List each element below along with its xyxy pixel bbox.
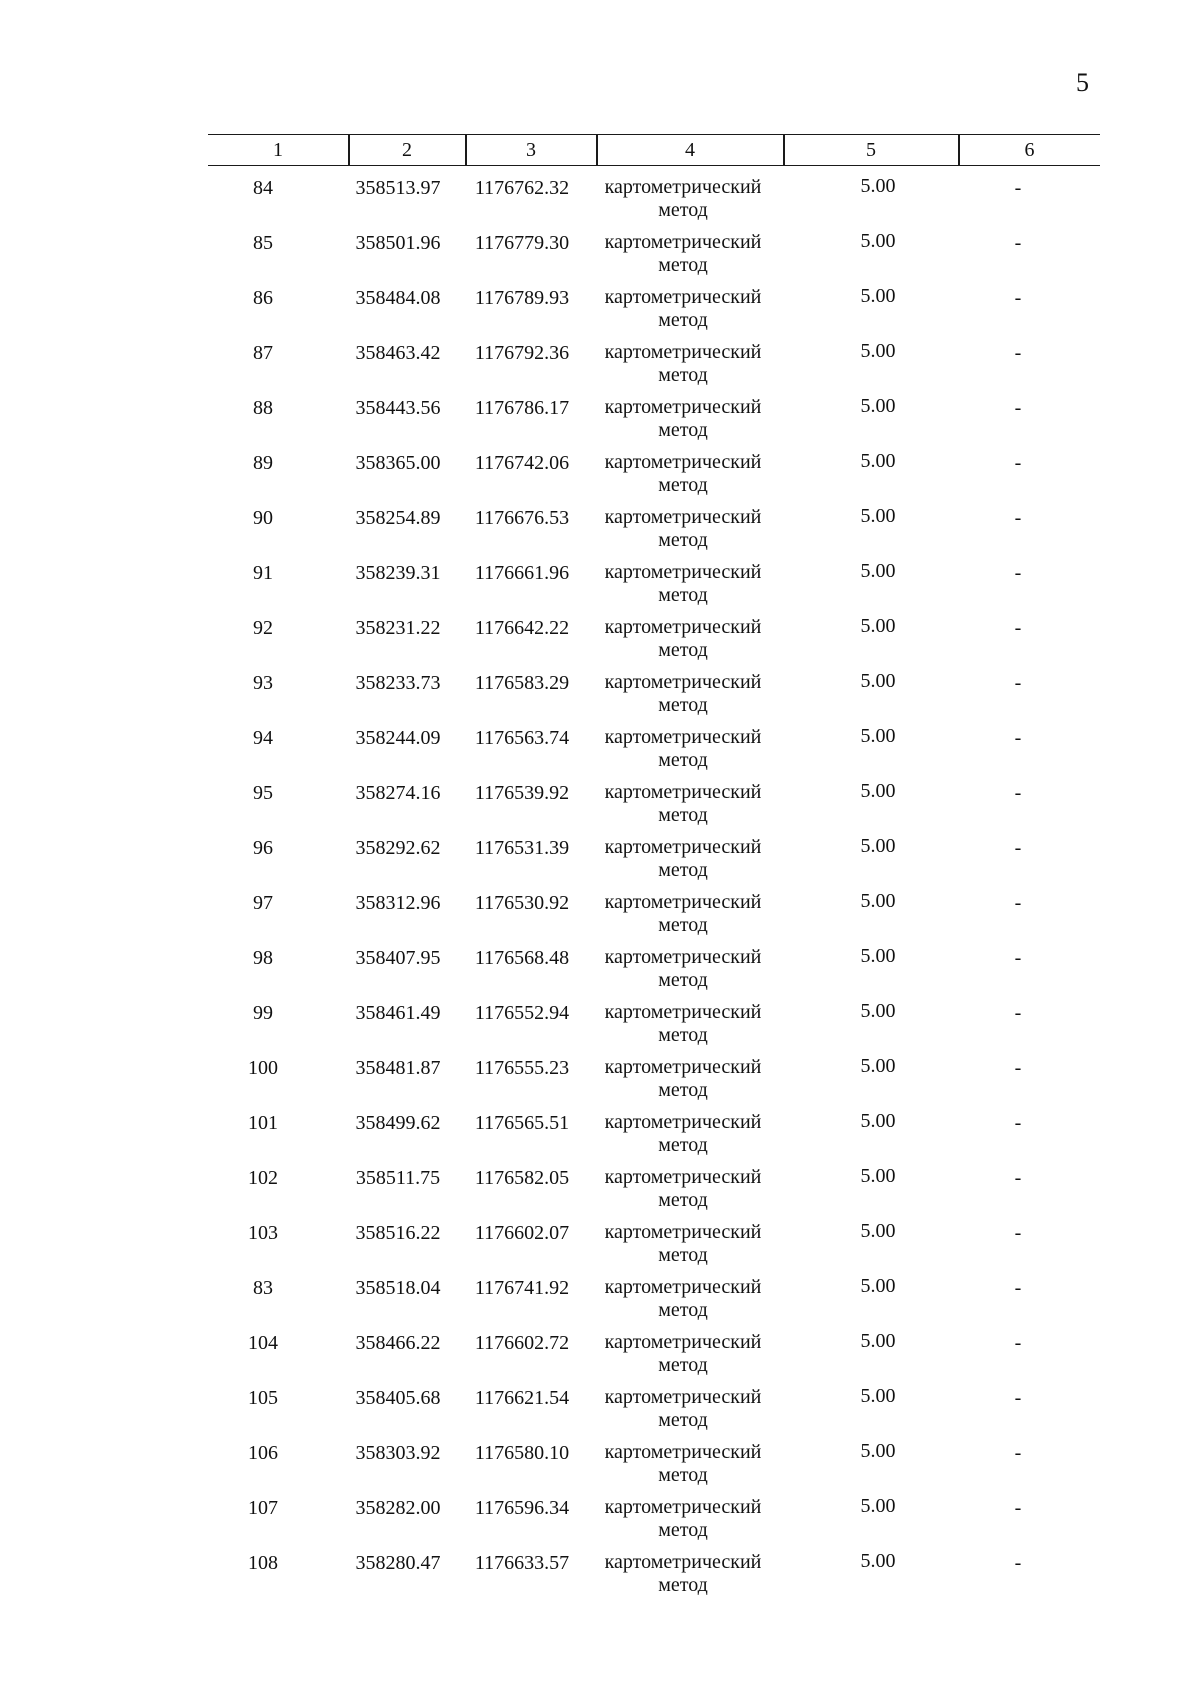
method-text: картометрический метод <box>604 286 762 331</box>
y-coordinate: 1176786.17 <box>474 397 570 419</box>
y-coordinate: 1176741.92 <box>474 1277 570 1299</box>
point-number: 87 <box>253 342 273 364</box>
note-dash: - <box>1014 617 1022 639</box>
accuracy-value: 5.00 <box>860 1165 896 1187</box>
header-cell-5: 5 <box>866 139 876 161</box>
y-coordinate: 1176582.05 <box>474 1167 570 1189</box>
point-number: 94 <box>253 727 273 749</box>
accuracy-value: 5.00 <box>860 395 896 417</box>
table-row <box>208 881 1100 936</box>
x-coordinate: 358443.56 <box>355 397 441 419</box>
accuracy-value: 5.00 <box>860 1000 896 1022</box>
accuracy-value: 5.00 <box>860 340 896 362</box>
method-text: картометрический метод <box>604 451 762 496</box>
note-dash: - <box>1014 507 1022 529</box>
accuracy-value: 5.00 <box>860 615 896 637</box>
table-row <box>208 1431 1100 1486</box>
x-coordinate: 358254.89 <box>355 507 441 529</box>
method-text: картометрический метод <box>604 1496 762 1541</box>
method-text: картометрический метод <box>604 231 762 276</box>
method-text: картометрический метод <box>604 1551 762 1596</box>
note-dash: - <box>1014 1387 1022 1409</box>
note-dash: - <box>1014 177 1022 199</box>
method-text: картометрический метод <box>604 1056 762 1101</box>
x-coordinate: 358499.62 <box>355 1112 441 1134</box>
table-row <box>208 166 1100 221</box>
note-dash: - <box>1014 1002 1022 1024</box>
table-body <box>208 166 1100 1596</box>
page-number: 5 <box>1076 68 1089 97</box>
point-number: 85 <box>253 232 273 254</box>
x-coordinate: 358274.16 <box>355 782 441 804</box>
accuracy-value: 5.00 <box>860 230 896 252</box>
note-dash: - <box>1014 672 1022 694</box>
x-coordinate: 358463.42 <box>355 342 441 364</box>
y-coordinate: 1176563.74 <box>474 727 570 749</box>
point-number: 96 <box>253 837 273 859</box>
point-number: 105 <box>248 1387 278 1409</box>
point-number: 102 <box>248 1167 278 1189</box>
x-coordinate: 358303.92 <box>355 1442 441 1464</box>
point-number: 101 <box>248 1112 278 1134</box>
y-coordinate: 1176531.39 <box>474 837 570 859</box>
accuracy-value: 5.00 <box>860 285 896 307</box>
note-dash: - <box>1014 452 1022 474</box>
x-coordinate: 358518.04 <box>355 1277 441 1299</box>
accuracy-value: 5.00 <box>860 890 896 912</box>
note-dash: - <box>1014 232 1022 254</box>
table-row <box>208 1156 1100 1211</box>
table-row <box>208 1541 1100 1596</box>
point-number: 97 <box>253 892 273 914</box>
point-number: 98 <box>253 947 273 969</box>
note-dash: - <box>1014 1552 1022 1574</box>
note-dash: - <box>1014 892 1022 914</box>
method-text: картометрический метод <box>604 396 762 441</box>
point-number: 92 <box>253 617 273 639</box>
point-number: 106 <box>248 1442 278 1464</box>
x-coordinate: 358292.62 <box>355 837 441 859</box>
accuracy-value: 5.00 <box>860 1110 896 1132</box>
y-coordinate: 1176555.23 <box>474 1057 570 1079</box>
method-text: картометрический метод <box>604 1441 762 1486</box>
y-coordinate: 1176792.36 <box>474 342 570 364</box>
accuracy-value: 5.00 <box>860 945 896 967</box>
table-row <box>208 496 1100 551</box>
header-cell-2: 2 <box>402 139 412 161</box>
table-row <box>208 826 1100 881</box>
table-row <box>208 1486 1100 1541</box>
accuracy-value: 5.00 <box>860 1220 896 1242</box>
table-row <box>208 661 1100 716</box>
table-row <box>208 991 1100 1046</box>
x-coordinate: 358282.00 <box>355 1497 441 1519</box>
y-coordinate: 1176633.57 <box>474 1552 570 1574</box>
x-coordinate: 358461.49 <box>355 1002 441 1024</box>
table-row <box>208 1321 1100 1376</box>
table-row <box>208 386 1100 441</box>
header-cell-1: 1 <box>273 139 283 161</box>
x-coordinate: 358516.22 <box>355 1222 441 1244</box>
table-row <box>208 1211 1100 1266</box>
method-text: картометрический метод <box>604 891 762 936</box>
method-text: картометрический метод <box>604 946 762 991</box>
note-dash: - <box>1014 1277 1022 1299</box>
note-dash: - <box>1014 782 1022 804</box>
accuracy-value: 5.00 <box>860 1495 896 1517</box>
y-coordinate: 1176779.30 <box>474 232 570 254</box>
y-coordinate: 1176602.07 <box>474 1222 570 1244</box>
table-row <box>208 331 1100 386</box>
table-row <box>208 1266 1100 1321</box>
point-number: 83 <box>253 1277 273 1299</box>
accuracy-value: 5.00 <box>860 450 896 472</box>
point-number: 89 <box>253 452 273 474</box>
x-coordinate: 358365.00 <box>355 452 441 474</box>
note-dash: - <box>1014 1332 1022 1354</box>
y-coordinate: 1176789.93 <box>474 287 570 309</box>
method-text: картометрический метод <box>604 726 762 771</box>
method-text: картометрический метод <box>604 176 762 221</box>
point-number: 84 <box>253 177 273 199</box>
note-dash: - <box>1014 837 1022 859</box>
y-coordinate: 1176661.96 <box>474 562 570 584</box>
x-coordinate: 358407.95 <box>355 947 441 969</box>
method-text: картометрический метод <box>604 1331 762 1376</box>
table-row <box>208 771 1100 826</box>
note-dash: - <box>1014 1167 1022 1189</box>
y-coordinate: 1176596.34 <box>474 1497 570 1519</box>
note-dash: - <box>1014 1112 1022 1134</box>
x-coordinate: 358244.09 <box>355 727 441 749</box>
table-row <box>208 716 1100 771</box>
accuracy-value: 5.00 <box>860 835 896 857</box>
table-row <box>208 936 1100 991</box>
method-text: картометрический метод <box>604 1166 762 1211</box>
y-coordinate: 1176539.92 <box>474 782 570 804</box>
x-coordinate: 358484.08 <box>355 287 441 309</box>
accuracy-value: 5.00 <box>860 780 896 802</box>
y-coordinate: 1176565.51 <box>474 1112 570 1134</box>
point-number: 100 <box>248 1057 278 1079</box>
accuracy-value: 5.00 <box>860 1550 896 1572</box>
method-text: картометрический метод <box>604 506 762 551</box>
accuracy-value: 5.00 <box>860 1275 896 1297</box>
point-number: 88 <box>253 397 273 419</box>
method-text: картометрический метод <box>604 561 762 606</box>
note-dash: - <box>1014 727 1022 749</box>
note-dash: - <box>1014 1057 1022 1079</box>
point-number: 91 <box>253 562 273 584</box>
x-coordinate: 358513.97 <box>355 177 441 199</box>
x-coordinate: 358239.31 <box>355 562 441 584</box>
point-number: 99 <box>253 1002 273 1024</box>
y-coordinate: 1176762.32 <box>474 177 570 199</box>
note-dash: - <box>1014 1497 1022 1519</box>
y-coordinate: 1176580.10 <box>474 1442 570 1464</box>
x-coordinate: 358312.96 <box>355 892 441 914</box>
x-coordinate: 358231.22 <box>355 617 441 639</box>
y-coordinate: 1176583.29 <box>474 672 570 694</box>
table-row <box>208 1101 1100 1156</box>
table-row <box>208 606 1100 661</box>
method-text: картометрический метод <box>604 1001 762 1046</box>
method-text: картометрический метод <box>604 341 762 386</box>
method-text: картометрический метод <box>604 836 762 881</box>
note-dash: - <box>1014 1222 1022 1244</box>
point-number: 95 <box>253 782 273 804</box>
y-coordinate: 1176530.92 <box>474 892 570 914</box>
y-coordinate: 1176568.48 <box>474 947 570 969</box>
note-dash: - <box>1014 1442 1022 1464</box>
method-text: картометрический метод <box>604 616 762 661</box>
accuracy-value: 5.00 <box>860 1440 896 1462</box>
y-coordinate: 1176552.94 <box>474 1002 570 1024</box>
accuracy-value: 5.00 <box>860 670 896 692</box>
accuracy-value: 5.00 <box>860 560 896 582</box>
method-text: картометрический метод <box>604 1386 762 1431</box>
coordinates-table <box>208 134 1100 1596</box>
accuracy-value: 5.00 <box>860 725 896 747</box>
y-coordinate: 1176642.22 <box>474 617 570 639</box>
table-row <box>208 1046 1100 1101</box>
x-coordinate: 358280.47 <box>355 1552 441 1574</box>
note-dash: - <box>1014 947 1022 969</box>
table-row <box>208 551 1100 606</box>
method-text: картометрический метод <box>604 781 762 826</box>
y-coordinate: 1176602.72 <box>474 1332 570 1354</box>
y-coordinate: 1176742.06 <box>474 452 570 474</box>
method-text: картометрический метод <box>604 1111 762 1156</box>
note-dash: - <box>1014 562 1022 584</box>
point-number: 90 <box>253 507 273 529</box>
y-coordinate: 1176676.53 <box>474 507 570 529</box>
accuracy-value: 5.00 <box>860 505 896 527</box>
point-number: 104 <box>248 1332 278 1354</box>
point-number: 108 <box>248 1552 278 1574</box>
point-number: 86 <box>253 287 273 309</box>
accuracy-value: 5.00 <box>860 1330 896 1352</box>
note-dash: - <box>1014 287 1022 309</box>
table-row <box>208 276 1100 331</box>
x-coordinate: 358405.68 <box>355 1387 441 1409</box>
note-dash: - <box>1014 397 1022 419</box>
method-text: картометрический метод <box>604 1276 762 1321</box>
x-coordinate: 358501.96 <box>355 232 441 254</box>
y-coordinate: 1176621.54 <box>474 1387 570 1409</box>
accuracy-value: 5.00 <box>860 175 896 197</box>
header-cell-3: 3 <box>526 139 536 161</box>
table-row <box>208 1376 1100 1431</box>
x-coordinate: 358511.75 <box>355 1167 441 1189</box>
header-cell-4: 4 <box>685 139 695 161</box>
x-coordinate: 358481.87 <box>355 1057 441 1079</box>
note-dash: - <box>1014 342 1022 364</box>
header-cell-6: 6 <box>1024 139 1035 161</box>
point-number: 93 <box>253 672 273 694</box>
accuracy-value: 5.00 <box>860 1385 896 1407</box>
accuracy-value: 5.00 <box>860 1055 896 1077</box>
x-coordinate: 358466.22 <box>355 1332 441 1354</box>
table-row <box>208 221 1100 276</box>
method-text: картометрический метод <box>604 671 762 716</box>
table-row <box>208 441 1100 496</box>
x-coordinate: 358233.73 <box>355 672 441 694</box>
table-header-row <box>208 134 1100 166</box>
method-text: картометрический метод <box>604 1221 762 1266</box>
point-number: 103 <box>248 1222 278 1244</box>
point-number: 107 <box>248 1497 278 1519</box>
